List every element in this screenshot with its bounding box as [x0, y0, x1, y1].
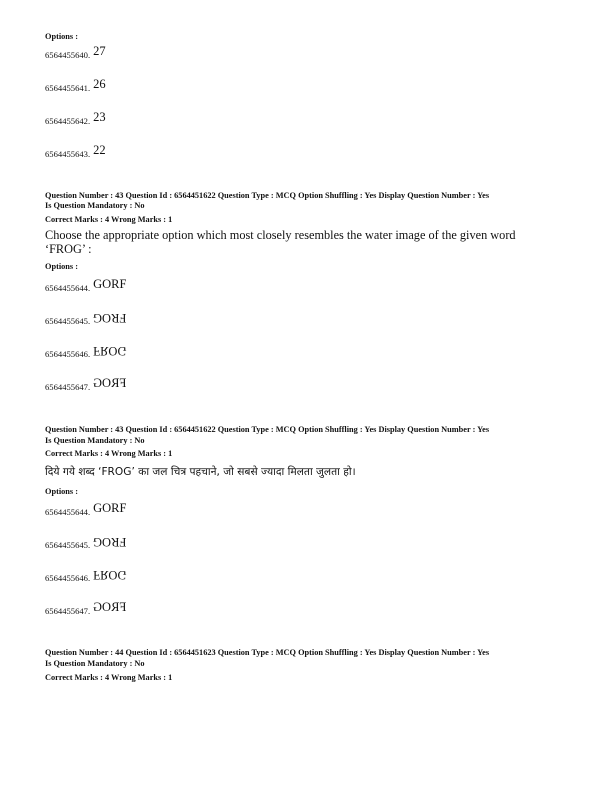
option-id: 6564455646. — [45, 349, 91, 359]
option-value: 26 — [93, 77, 106, 91]
option-row — [45, 110, 106, 126]
option-id: 6564455647. — [45, 382, 91, 392]
options-label: Options : — [45, 262, 78, 271]
question-text-hindi: दिये गये शब्द ‘FROG’ का जल चित्र पहचाने, जो सबसे ज्यादा मिलता जुलता हो। — [45, 466, 356, 478]
option-row — [45, 343, 126, 359]
option-row — [45, 44, 106, 60]
question-marks: Correct Marks : 4 Wrong Marks : 1 — [45, 673, 173, 682]
question-mandatory: Is Question Mandatory : No — [45, 659, 145, 668]
option-id: 6564455644. — [45, 283, 91, 293]
question-marks: Correct Marks : 4 Wrong Marks : 1 — [45, 215, 173, 224]
option-value-rotated: FROG — [93, 311, 127, 325]
option-value-water-image: FROG — [93, 568, 127, 582]
option-value: 27 — [93, 44, 106, 58]
option-value-rotated: FROG — [93, 535, 127, 549]
option-value-mirror-image: FROG — [93, 376, 127, 390]
question-meta: Question Number : 43 Question Id : 6564451622 Question Type : MCQ Option Shuffling : Yes Display Question Number : Yes — [45, 425, 490, 434]
option-row — [45, 501, 126, 517]
option-value-water-image: FROG — [93, 344, 127, 358]
question-marks: Correct Marks : 4 Wrong Marks : 1 — [45, 449, 173, 458]
option-value-mirror-image: FROG — [93, 600, 127, 614]
option-id: 6564455642. — [45, 116, 91, 126]
option-id: 6564455645. — [45, 316, 91, 326]
option-row — [45, 376, 126, 392]
option-id: 6564455641. — [45, 83, 91, 93]
option-row — [45, 600, 126, 616]
option-value: GORF — [93, 277, 127, 291]
question-text-line1: Choose the appropriate option which most closely resembles the water image of the given word — [45, 228, 516, 242]
question-meta: Question Number : 43 Question Id : 6564451622 Question Type : MCQ Option Shuffling : Yes Display Question Number : Yes — [45, 191, 490, 200]
option-row — [45, 277, 126, 293]
question-mandatory: Is Question Mandatory : No — [45, 201, 145, 210]
question-text-line2: ‘FROG’ : — [45, 242, 92, 256]
option-id: 6564455645. — [45, 540, 91, 550]
option-id: 6564455643. — [45, 149, 91, 159]
option-row — [45, 534, 126, 550]
option-value: 23 — [93, 110, 106, 124]
option-row — [45, 77, 106, 93]
question-meta: Question Number : 44 Question Id : 6564451623 Question Type : MCQ Option Shuffling : Yes Display Question Number : Yes — [45, 648, 490, 657]
option-value: GORF — [93, 501, 127, 515]
option-id: 6564455647. — [45, 606, 91, 616]
option-row — [45, 567, 126, 583]
options-label: Options : — [45, 487, 78, 496]
option-id: 6564455646. — [45, 573, 91, 583]
option-row — [45, 143, 106, 159]
question-mandatory: Is Question Mandatory : No — [45, 436, 145, 445]
option-value: 22 — [93, 143, 106, 157]
option-id: 6564455644. — [45, 507, 91, 517]
option-row — [45, 310, 126, 326]
options-label: Options : — [45, 32, 78, 41]
option-id: 6564455640. — [45, 50, 91, 60]
